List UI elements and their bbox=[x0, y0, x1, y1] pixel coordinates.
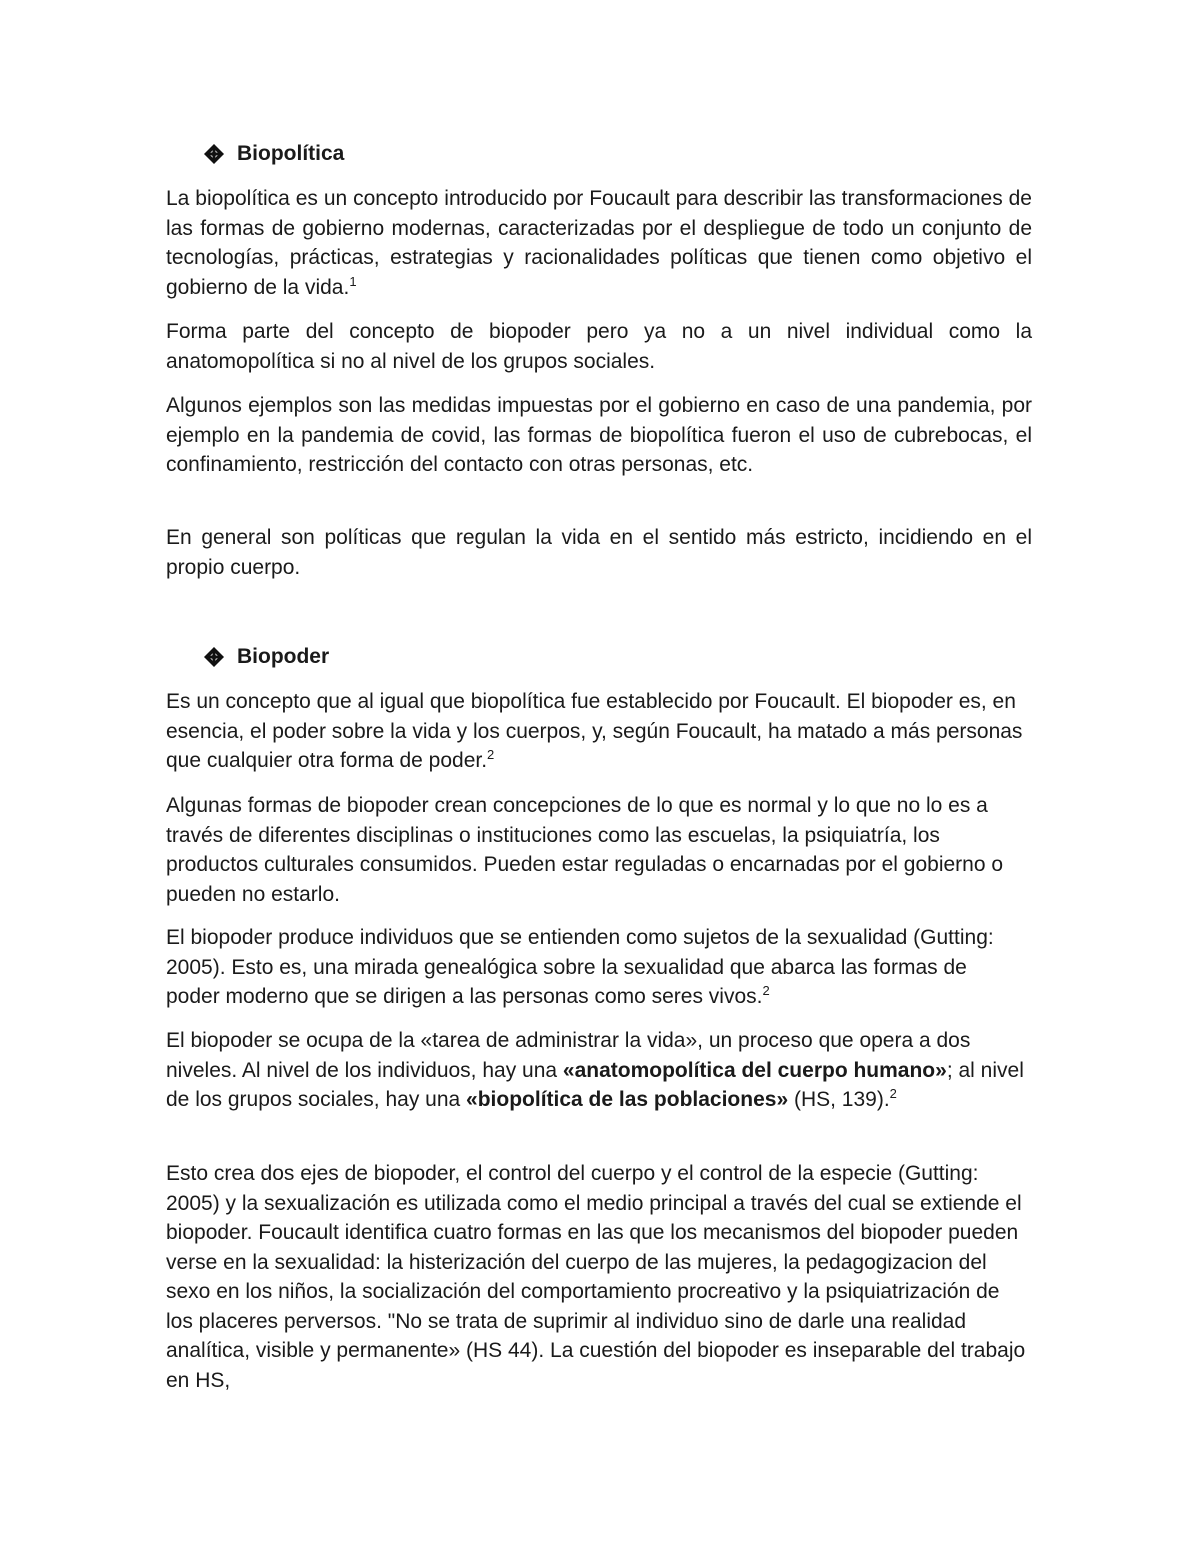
paragraph bbox=[166, 317, 1032, 376]
section-heading-biopoder bbox=[203, 644, 329, 670]
paragraph-text: El biopoder produce individuos que se entienden como sujetos de la sexualidad (Gutting: 2005). Esto es, una mirada genealógica sobre la sexualidad que abarca las formas de poder moderno que se dirigen a las personas como seres vivos. bbox=[166, 926, 994, 1008]
heading-text: Biopoder bbox=[237, 645, 330, 668]
paragraph bbox=[166, 184, 1032, 302]
section-heading-biopolitica bbox=[203, 141, 344, 167]
paragraph-text: En general son políticas que regulan la vida en el sentido más estricto, incidiendo en el propio cuerpo. bbox=[166, 526, 1032, 579]
paragraph-text: Forma parte del concepto de biopoder pero ya no a un nivel individual como la anatomopolítica si no al nivel de los grupos sociales. bbox=[166, 320, 1032, 373]
paragraph-text-part: El biopoder se ocupa de la «tarea de administrar la vida», un proceso que opera a dos niveles. Al nivel de los individuos, hay una bbox=[166, 1029, 971, 1082]
diamond-bullet-icon bbox=[203, 143, 225, 165]
paragraph bbox=[166, 687, 1026, 776]
paragraph-text: Algunas formas de biopoder crean concepciones de lo que es normal y lo que no lo es a través de diferentes disciplinas o instituciones como las escuelas, la psiquiatría, los productos culturales consumidos. Pueden estar reguladas o encarnadas por el gobierno o pueden no estarlo. bbox=[166, 794, 1004, 906]
diamond-bullet-icon bbox=[203, 646, 225, 668]
footnote-ref: 2 bbox=[889, 1086, 897, 1101]
paragraph bbox=[166, 923, 1026, 1012]
paragraph-text: Es un concepto que al igual que biopolítica fue establecido por Foucault. El biopoder es, en esencia, el poder sobre la vida y los cuerpos, y, según Foucault, ha matado a más personas que cualquier otra forma de poder. bbox=[166, 690, 1023, 772]
paragraph bbox=[166, 1159, 1026, 1395]
bold-term: «biopolítica de las poblaciones» bbox=[466, 1088, 789, 1111]
footnote-ref: 2 bbox=[762, 983, 770, 998]
heading-text: Biopolítica bbox=[237, 142, 345, 165]
paragraph-text: Esto crea dos ejes de biopoder, el control del cuerpo y el control de la especie (Gutting: 2005) y la sexualización es utilizada como el medio principal a través del cual se extiende el biopoder. Foucault identifica cuatro formas en las que los mecanismos del biopoder pueden verse en la sexualidad: la histerización del cuerpo de las mujeres, la pedagogizacion del sexo en los niños, la socialización del comportamiento procreativo y la psiquiatrización de los placeres perversos. "No se trata de suprimir al individuo sino de darle una realidad analítica, visible y permanente» (HS 44). La cuestión del biopoder es inseparable del trabajo en HS, bbox=[166, 1162, 1026, 1392]
paragraph bbox=[166, 791, 1026, 909]
paragraph-text: Algunos ejemplos son las medidas impuestas por el gobierno en caso de una pandemia, por ejemplo en la pandemia de covid, las formas de biopolítica fueron el uso de cubrebocas, el confinamiento, restricción del contacto con otras personas, etc. bbox=[166, 394, 1032, 476]
paragraph-text-part: ; al nivel de los grupos sociales, hay una bbox=[166, 1058, 1024, 1111]
paragraph bbox=[166, 391, 1032, 480]
footnote-ref: 1 bbox=[349, 273, 357, 289]
footnote-ref: 2 bbox=[487, 747, 495, 762]
paragraph bbox=[166, 1026, 1026, 1115]
paragraph-text-part: (HS, 139). bbox=[788, 1088, 890, 1111]
paragraph-text: La biopolítica es un concepto introducido por Foucault para describir las transformaciones de las formas de gobierno modernas, caracterizadas por el despliegue de todo un conjunto de tecnologías, prácticas, estrategias y racionalidades políticas que tienen como objetivo el gobierno de la vida. bbox=[166, 187, 1032, 299]
paragraph bbox=[166, 523, 1032, 582]
bold-term: «anatomopolítica del cuerpo humano» bbox=[562, 1058, 947, 1082]
